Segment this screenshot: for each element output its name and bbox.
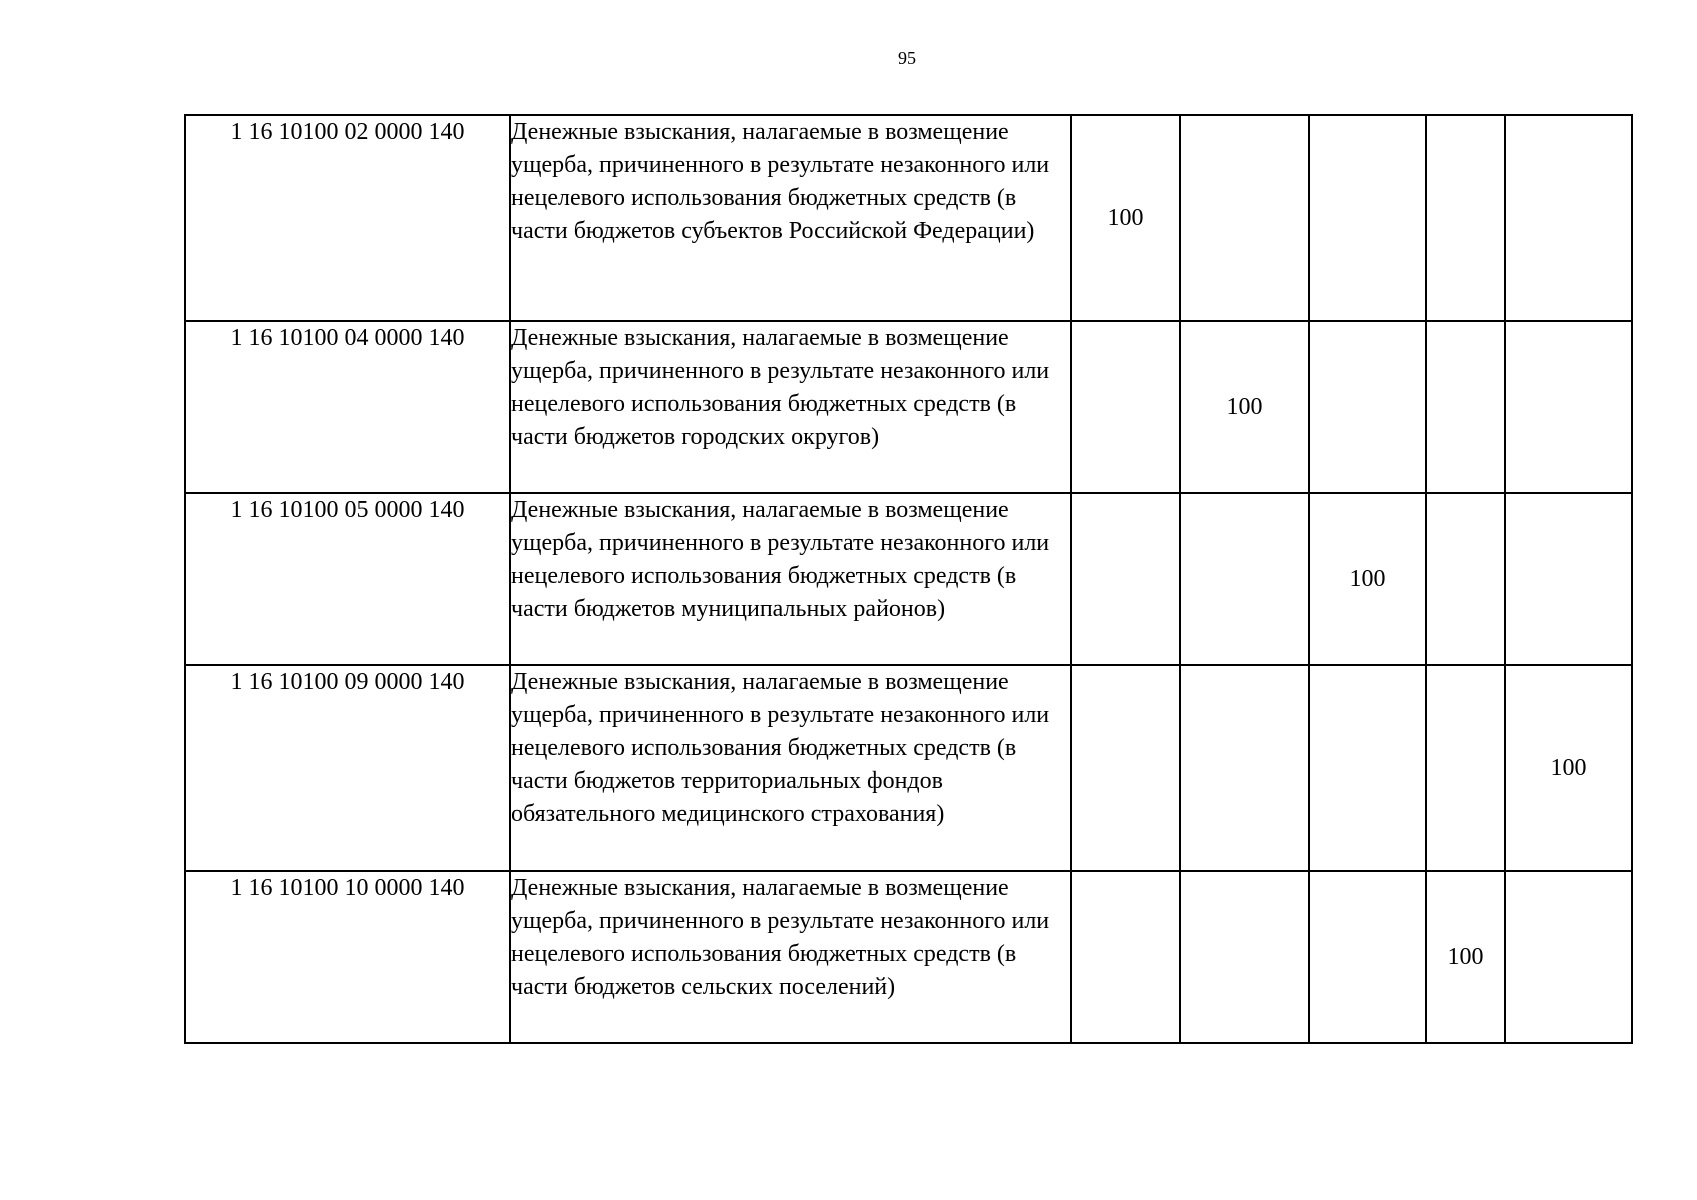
- revenue-description: Денежные взыскания, налагаемые в возмещение ущерба, причиненного в результате незаконного или нецелевого использования бюджетных средств (в части бюджетов территориальных фондов обязательного медицинского страхования): [510, 665, 1071, 871]
- revenue-code: 1 16 10100 04 0000 140: [185, 321, 510, 493]
- value-cell: [1505, 871, 1632, 1043]
- revenue-distribution-table: [184, 114, 1633, 1044]
- value-cell: 100: [1426, 871, 1505, 1043]
- value-cell: [1505, 493, 1632, 665]
- revenue-description: Денежные взыскания, налагаемые в возмещение ущерба, причиненного в результате незаконного или нецелевого использования бюджетных средств (в части бюджетов муниципальных районов): [510, 493, 1071, 665]
- value-cell: [1426, 665, 1505, 871]
- value-cell: [1309, 321, 1426, 493]
- page-number: 95: [898, 48, 916, 68]
- value-cell: [1309, 115, 1426, 321]
- value-cell: [1071, 493, 1180, 665]
- value-cell: [1180, 665, 1309, 871]
- value-cell: [1309, 665, 1426, 871]
- value-cell: [1071, 321, 1180, 493]
- revenue-code: 1 16 10100 09 0000 140: [185, 665, 510, 871]
- value-cell: [1071, 665, 1180, 871]
- value-cell: [1180, 493, 1309, 665]
- table-row: [185, 871, 1632, 1043]
- revenue-description: Денежные взыскания, налагаемые в возмещение ущерба, причиненного в результате незаконного или нецелевого использования бюджетных средств (в части бюджетов субъектов Российской Федерации): [510, 115, 1071, 321]
- value-cell: 100: [1071, 115, 1180, 321]
- table-row: [185, 493, 1632, 665]
- value-cell: [1180, 115, 1309, 321]
- value-cell: [1071, 871, 1180, 1043]
- revenue-code: 1 16 10100 02 0000 140: [185, 115, 510, 321]
- value-cell: [1426, 493, 1505, 665]
- table-row: [185, 665, 1632, 871]
- value-cell: [1505, 115, 1632, 321]
- table-row: [185, 115, 1632, 321]
- value-cell: [1180, 871, 1309, 1043]
- value-cell: [1309, 871, 1426, 1043]
- value-cell: [1426, 115, 1505, 321]
- revenue-code: 1 16 10100 10 0000 140: [185, 871, 510, 1043]
- value-cell: 100: [1505, 665, 1632, 871]
- revenue-description: Денежные взыскания, налагаемые в возмещение ущерба, причиненного в результате незаконного или нецелевого использования бюджетных средств (в части бюджетов сельских поселений): [510, 871, 1071, 1043]
- table-row: [185, 321, 1632, 493]
- revenue-description: Денежные взыскания, налагаемые в возмещение ущерба, причиненного в результате незаконного или нецелевого использования бюджетных средств (в части бюджетов городских округов): [510, 321, 1071, 493]
- value-cell: 100: [1180, 321, 1309, 493]
- value-cell: [1426, 321, 1505, 493]
- value-cell: [1505, 321, 1632, 493]
- revenue-code: 1 16 10100 05 0000 140: [185, 493, 510, 665]
- value-cell: 100: [1309, 493, 1426, 665]
